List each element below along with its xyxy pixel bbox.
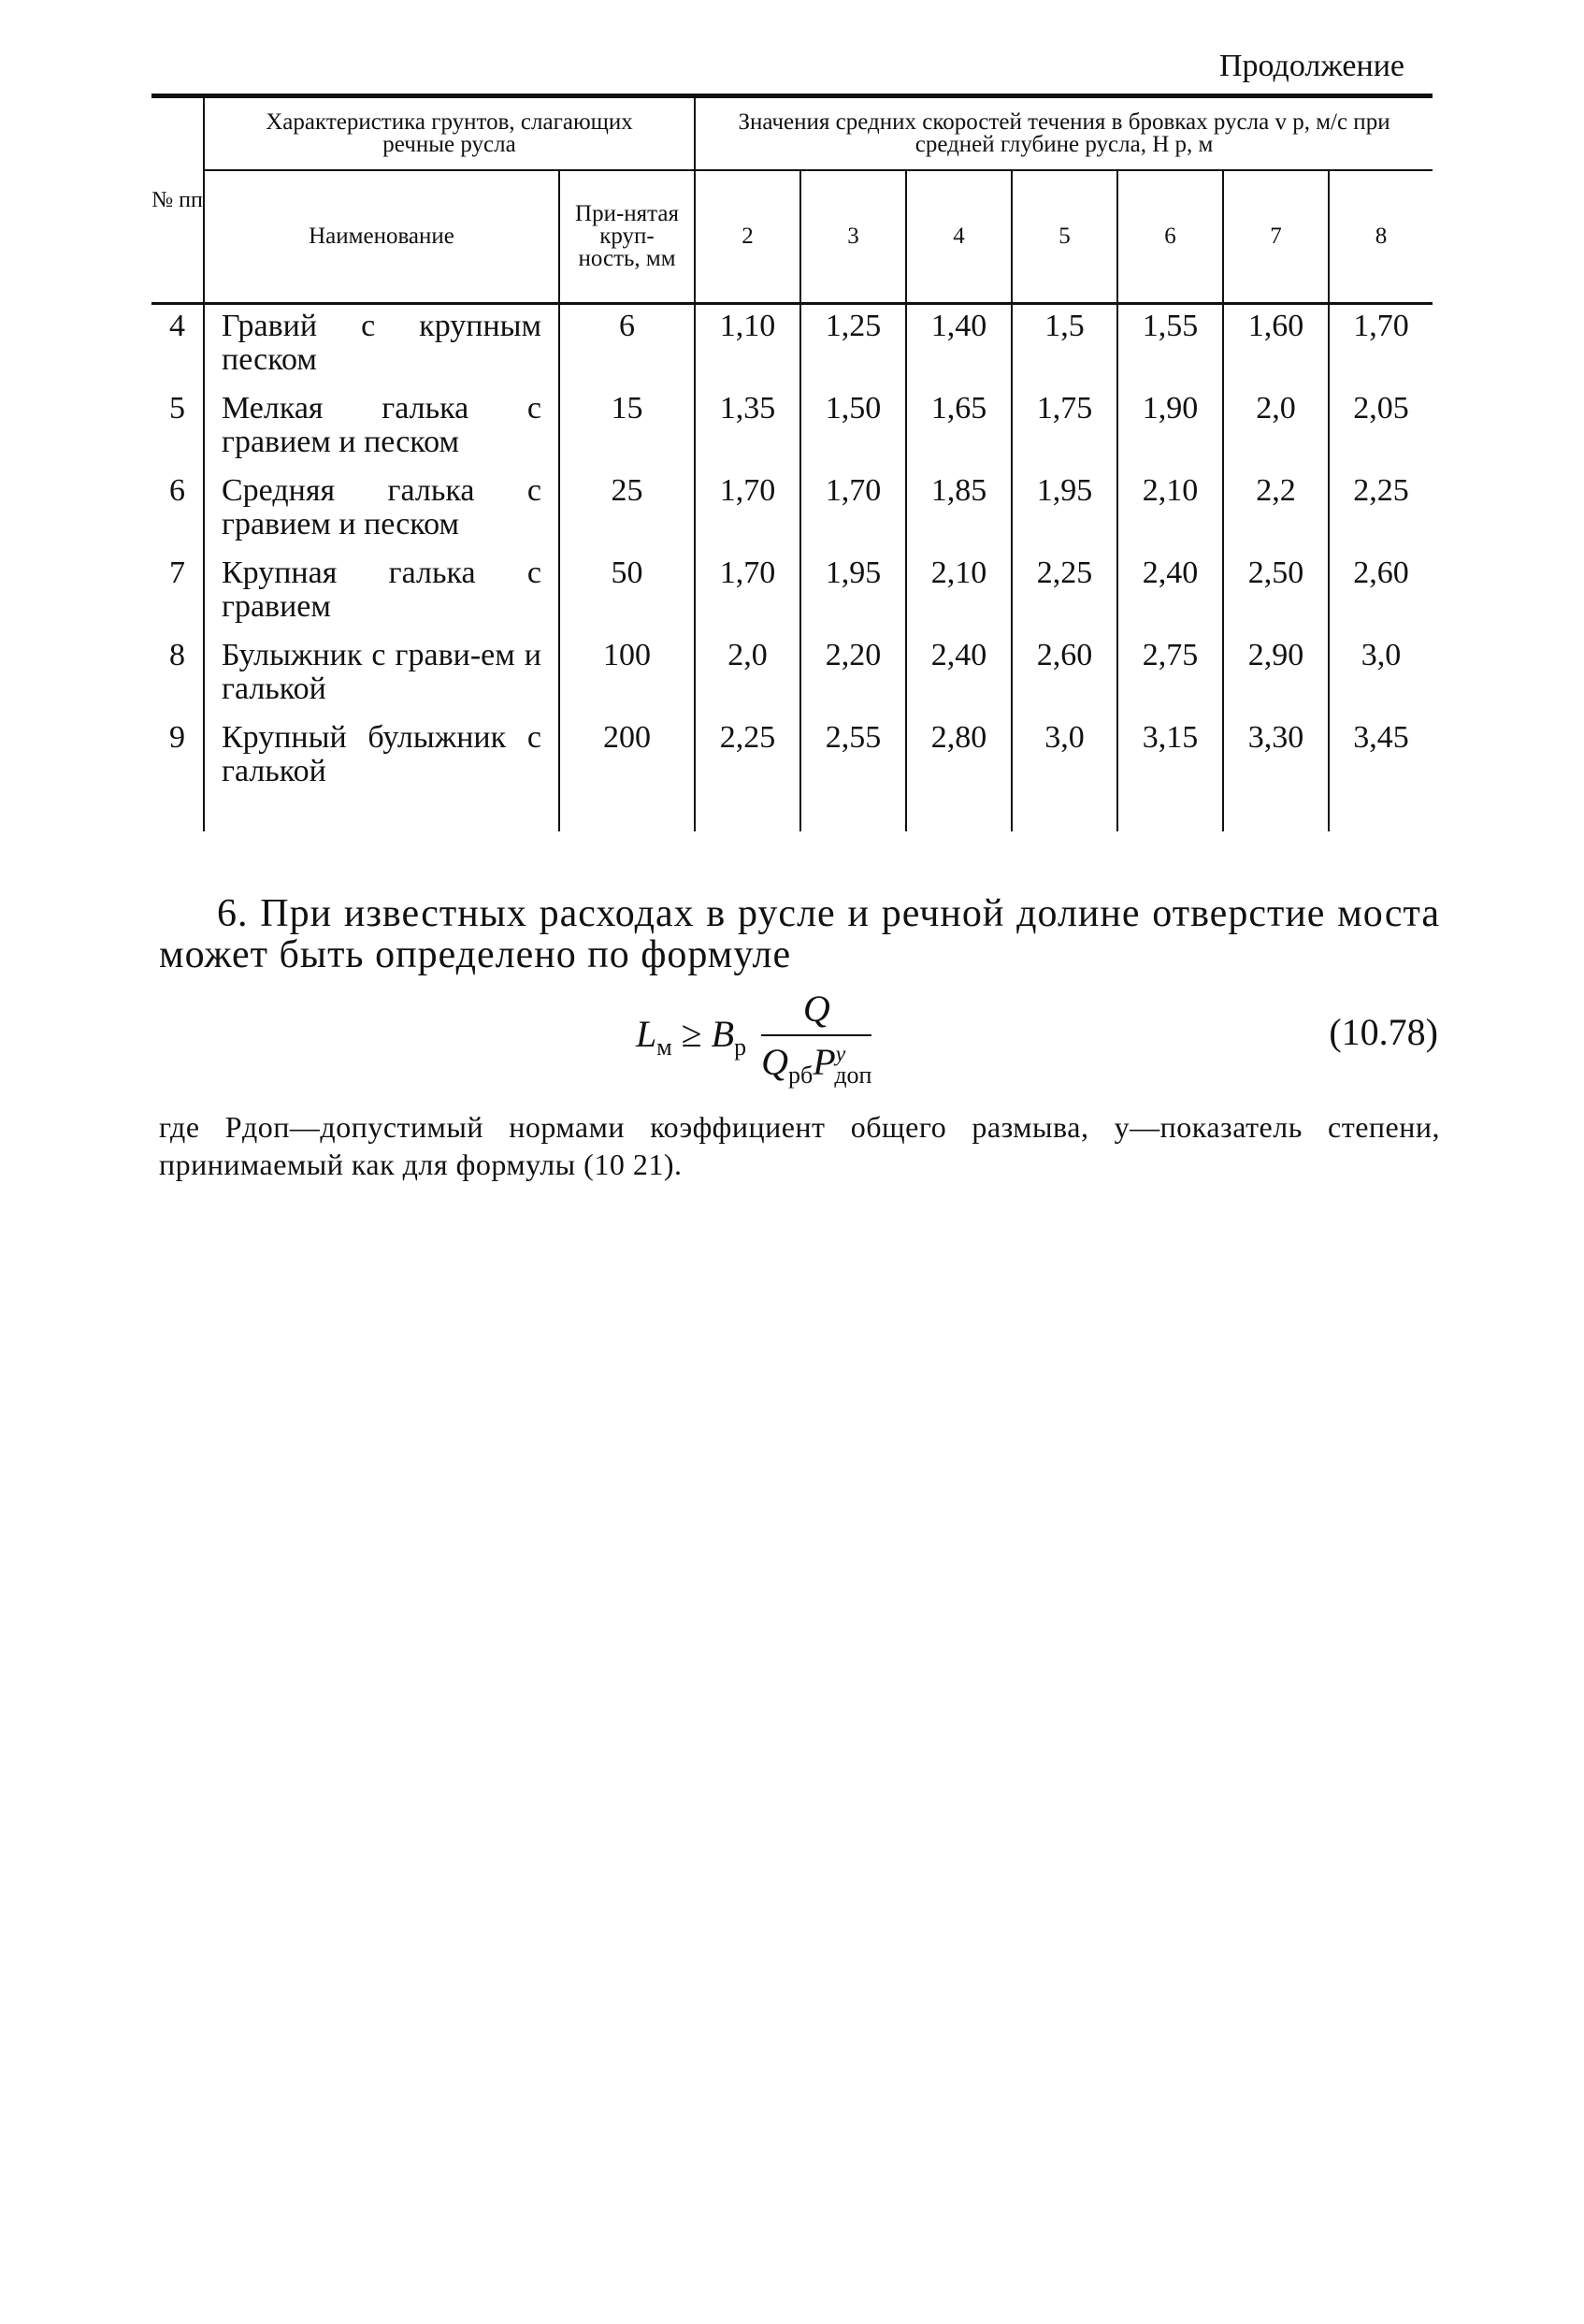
- formula-note: где Pдоп—допустимый нормами коэффициент общего размыва, y—показатель степени, принимаемый как для формулы (10 21).: [159, 1110, 1440, 1181]
- header-depth: 3: [800, 170, 906, 304]
- velocity-cell: 3,0: [1361, 637, 1402, 672]
- velocity-cell: 2,25: [695, 721, 800, 831]
- velocity-cell: 1,35: [695, 392, 800, 474]
- velocity-cell: 2,40: [906, 639, 1012, 721]
- velocity-cell: 1,50: [800, 392, 906, 474]
- formula-lhs-sub: м: [656, 1033, 672, 1061]
- table-row: [151, 556, 1433, 639]
- table-row: [151, 721, 1433, 831]
- velocity-cell: 1,95: [1012, 474, 1117, 556]
- velocity-cell: 3,45: [1353, 719, 1409, 755]
- velocity-cell: 2,75: [1117, 639, 1223, 721]
- table-row: [151, 310, 1433, 392]
- velocity-cell: 2,20: [800, 639, 906, 721]
- velocity-cell: 1,70: [695, 556, 800, 639]
- table-header: [151, 96, 1433, 304]
- grain-size: 200: [559, 721, 695, 831]
- header-depth: 8: [1329, 170, 1433, 304]
- velocity-cell: 2,2: [1223, 474, 1329, 556]
- row-number: 4: [151, 310, 204, 392]
- velocity-cell: 1,60: [1223, 310, 1329, 392]
- velocity-cell: 2,60: [1012, 639, 1117, 721]
- header-depth: 6: [1117, 170, 1223, 304]
- header-velocity-group: Значения средних скоростей течения в бровках русла v р, м/с при средней глубине русла, H р, м: [738, 109, 1390, 157]
- equation-number: (10.78): [1329, 1011, 1438, 1053]
- row-number: 8: [151, 639, 204, 721]
- table-row: [151, 392, 1433, 474]
- grain-size: 50: [559, 556, 695, 639]
- formula-den-q-sub: рб: [787, 1061, 814, 1089]
- table-row: [151, 639, 1433, 721]
- velocity-cell: 2,40: [1117, 556, 1223, 639]
- velocity-cell: 3,0: [1012, 721, 1117, 831]
- soil-name: Мелкая галька с гравием и песком: [204, 392, 559, 474]
- velocity-cell: 1,85: [906, 474, 1012, 556]
- velocity-cell: 3,30: [1223, 721, 1329, 831]
- velocity-cell: 1,65: [906, 392, 1012, 474]
- continuation-label: Продолжение: [1218, 49, 1404, 83]
- velocity-cell: 1,40: [906, 310, 1012, 392]
- velocity-cell: 1,70: [695, 474, 800, 556]
- row-number: 7: [151, 556, 204, 639]
- velocity-cell: 2,90: [1223, 639, 1329, 721]
- velocity-cell: 2,60: [1353, 555, 1409, 590]
- soil-name: Средняя галька с гравием и песком: [204, 474, 559, 556]
- formula-10-78: [636, 987, 871, 1090]
- velocity-cell: 1,25: [800, 310, 906, 392]
- velocity-cell: 1,70: [800, 474, 906, 556]
- header-number: № пп: [151, 96, 204, 304]
- formula-den-p-sub: доп: [834, 1061, 872, 1089]
- velocity-cell: 1,10: [695, 310, 800, 392]
- grain-size: 25: [559, 474, 695, 556]
- velocity-cell: 2,05: [1353, 390, 1409, 426]
- grain-size: 6: [559, 310, 695, 392]
- velocity-cell: 2,0: [695, 639, 800, 721]
- velocity-cell: 1,75: [1012, 392, 1117, 474]
- velocity-cell: 2,55: [800, 721, 906, 831]
- velocity-cell: 1,5: [1012, 310, 1117, 392]
- velocity-cell: 2,50: [1223, 556, 1329, 639]
- soil-name: Булыжник с грави-ем и галькой: [204, 639, 559, 721]
- velocity-cell: 2,25: [1012, 556, 1117, 639]
- velocity-cell: 1,90: [1117, 392, 1223, 474]
- row-number: 9: [151, 721, 204, 831]
- velocity-cell: 2,25: [1353, 472, 1409, 508]
- formula-relation: ≥: [681, 1013, 702, 1056]
- formula-lhs: L: [636, 1013, 657, 1056]
- header-depth: 2: [695, 170, 800, 304]
- soil-name: Гравий с крупным песком: [204, 310, 559, 392]
- velocity-cell: 2,0: [1223, 392, 1329, 474]
- grain-size: 100: [559, 639, 695, 721]
- formula-numerator: Q: [761, 987, 871, 1036]
- soil-name: Крупная галька с гравием: [204, 556, 559, 639]
- velocity-cell: 2,80: [906, 721, 1012, 831]
- table-row: [151, 474, 1433, 556]
- formula-den-p: P: [813, 1041, 836, 1083]
- velocity-cell: 1,95: [800, 556, 906, 639]
- velocity-table: [151, 94, 1433, 831]
- velocity-cell: 2,10: [906, 556, 1012, 639]
- row-number: 6: [151, 474, 204, 556]
- velocity-cell: 3,15: [1117, 721, 1223, 831]
- formula-b: B: [711, 1013, 735, 1056]
- soil-name: Крупный булыжник с галькой: [204, 721, 559, 831]
- formula-fraction: [761, 987, 871, 1090]
- header-depth: 5: [1012, 170, 1117, 304]
- paragraph-6: 6. При известных расходах в русле и речной долине отверстие моста может быть определено по формуле: [159, 892, 1440, 976]
- grain-size: 15: [559, 392, 695, 474]
- velocity-cell: 1,55: [1117, 310, 1223, 392]
- velocity-cell: 1,70: [1353, 308, 1409, 343]
- header-depth: 7: [1223, 170, 1329, 304]
- formula-denominator: [761, 1036, 871, 1090]
- header-soil-group: Характеристика грунтов, слагающих речные русла: [204, 96, 695, 171]
- velocity-cell: 2,10: [1117, 474, 1223, 556]
- row-number: 5: [151, 392, 204, 474]
- formula-b-sub: р: [734, 1033, 747, 1061]
- formula-den-p-sup: y: [835, 1042, 846, 1067]
- formula-den-q: Q: [761, 1041, 788, 1083]
- header-size: При-нятая круп-ность, мм: [559, 170, 695, 304]
- header-name: Наименование: [204, 170, 559, 304]
- header-depth: 4: [906, 170, 1012, 304]
